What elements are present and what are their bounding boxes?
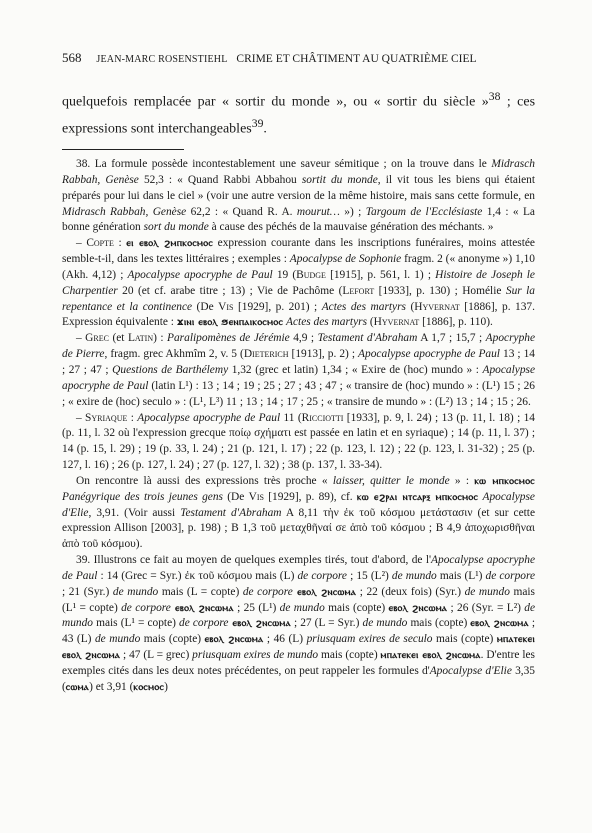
text-span: mais (L¹ = copte) bbox=[62, 585, 535, 614]
text-span: , il vit tous les biens qui étaient préparés pour lui dans le ciel » (voir une autre version de la même histoire, mais sans cette formule, en bbox=[62, 173, 536, 202]
text-span: Copte bbox=[86, 237, 114, 250]
text-span: ; 22 (deux fois) (Syr.) bbox=[356, 585, 465, 598]
footnote-39 bbox=[62, 553, 535, 696]
text-span: ⲉⲃⲟⲗ ϩⲛⲥⲱⲙⲁ bbox=[204, 634, 264, 646]
text-span: Actes des martyrs bbox=[286, 316, 368, 329]
text-span: 1,32 (grec et latin) 1,34 ; « Exire de (hoc) mundo » : bbox=[228, 363, 483, 376]
footnote-38-syriaque bbox=[62, 411, 535, 474]
footnote-separator bbox=[62, 149, 184, 150]
text-span: Lefort bbox=[342, 284, 375, 297]
text-span: ⲕⲱ ⲙⲡⲕⲟⲥⲙⲟⲥ bbox=[474, 475, 535, 487]
text-span: ») ; bbox=[339, 205, 366, 218]
text-span: sortit du monde bbox=[301, 173, 378, 186]
text-span: ⲉⲃⲟⲗ ϩⲛⲥⲱⲙⲁ bbox=[170, 602, 234, 614]
text-span: ; 26 (Syr. = L²) bbox=[447, 601, 525, 614]
footnote-38 bbox=[62, 157, 535, 236]
text-span: mais (copte) bbox=[432, 633, 497, 646]
footnote-38-rencontre bbox=[62, 474, 535, 553]
footnote-38-grec bbox=[62, 331, 535, 410]
text-span: Apocalypse apocryphe de Paul bbox=[358, 348, 500, 361]
text-span: de mundo bbox=[391, 569, 437, 582]
text-span: [1886], p. 110). bbox=[419, 316, 493, 329]
text-span: Budge bbox=[296, 268, 326, 281]
text-span: ; 43 (L) bbox=[62, 617, 535, 646]
text-span: Apocalypse d'Elie bbox=[62, 490, 535, 519]
text-span: expression courante dans les inscriptions funéraires, moins attestée semble-t-il, dans les textes littéraires ; exemples : bbox=[62, 237, 535, 266]
text-span: – bbox=[76, 332, 86, 345]
text-span: ⲙⲡⲁⲧⲉⲕⲉⲓ ⲉⲃⲟⲗ ϩⲛⲥⲱⲙⲁ bbox=[62, 634, 535, 662]
text-span: On rencontre là aussi des expressions très proche « bbox=[76, 474, 333, 487]
footnote-ref-38[interactable]: 38 bbox=[488, 90, 501, 103]
text-span: priusquam exires de mundo bbox=[192, 649, 319, 662]
text-span: Apocalypse apocryphe de Paul bbox=[62, 554, 535, 582]
text-span: A 1,7 ; 15,7 ; bbox=[417, 332, 486, 345]
text-span: Actes des martyrs bbox=[321, 300, 406, 313]
text-span: Hyvernat bbox=[373, 316, 420, 329]
body-text bbox=[62, 86, 535, 139]
text-span: de mundo bbox=[94, 633, 141, 646]
text-span: Panégyrique des trois jeunes gens bbox=[62, 490, 223, 503]
text-span: mais (copte) bbox=[140, 633, 205, 646]
text-span: ; 15 (L²) bbox=[346, 569, 392, 582]
text-span: 11 ( bbox=[280, 411, 302, 424]
text-span: Histoire de Joseph le Charpentier bbox=[62, 268, 535, 297]
text-span: [1933], p. 130) ; Homélie bbox=[374, 284, 506, 297]
text-span: Apocalypse de Sophonie bbox=[289, 253, 402, 266]
text-span: de mundo bbox=[464, 585, 510, 598]
text-span: 3,35 ( bbox=[62, 665, 535, 693]
text-span: (latin L¹) : 13 ; 14 ; 19 ; 25 ; 27 ; 43 ; 47 ; « transire de (hoc) mundo » : (L¹) 15 ; 26 ; « exire de (hoc) seculo » : (L¹, L³) 11 ; 13 ; 14 ; 17 ; 25 ; « transire de mundo » : (L²) 13 ; 14 ; 15 ; 26. bbox=[62, 379, 535, 408]
text-span: mais (copte) bbox=[407, 617, 471, 630]
text-span: : 14 (Grec = Syr.) ἐκ τοῦ κόσμου mais (L) bbox=[97, 569, 298, 582]
text-span: Apocalypse apocryphe de Paul bbox=[62, 363, 536, 392]
running-title: CRIME ET CHÂTIMENT AU QUATRIÈME CIEL bbox=[236, 53, 477, 65]
text-span: ; 27 (L = Syr.) bbox=[290, 617, 363, 630]
text-span: ( bbox=[367, 316, 374, 329]
text-span: Paralipomènes de Jérémie bbox=[167, 332, 290, 345]
text-span: [1915], p. 561, l. 1) ; bbox=[325, 268, 436, 281]
text-span: [1913], p. 2) ; bbox=[288, 348, 359, 361]
text-span: Apocryphe de Pierre bbox=[62, 332, 536, 361]
text-span: ⲉⲃⲟⲗ ϩⲛⲥⲱⲙⲁ bbox=[470, 618, 529, 630]
text-span: [1933], p. 9, l. 24) ; 13 (p. 11, l. 18) ; 14 (p. 11, l. 32 où l'expression grecque ποίῳ σχήματι est passée en latin et en syriaque) ; 14 (p. 11, l. 37) ; 14 (p. 15, l. 29) ; 19 (p. 33, l. 24) ; 21 (p. 121, l. 17) ; 22 (p. 123, l. 12) ; 22 (p. 123, l. 31-32) ; 25 (p. 127, l. 16) ; 26 (p. 127, l. 24) ; 27 (p. 127, l. 32) ; 38 (p. 137, l. 33-34). bbox=[62, 411, 535, 472]
text-span: de mundo bbox=[362, 617, 408, 630]
page-number: 568 bbox=[62, 50, 82, 65]
text-span: de corpore bbox=[485, 569, 536, 582]
text-span: 62,2 : « Quand R. A. bbox=[186, 205, 297, 218]
text-span: ; 46 (L) bbox=[263, 633, 307, 646]
text-span: ϫⲓⲛⲓ ⲉⲃⲟⲗ ϧⲉⲛⲡⲁⲓⲕⲟⲥⲙⲟⲥ bbox=[176, 317, 284, 329]
body-paragraph bbox=[62, 86, 535, 139]
text-span: Vis bbox=[248, 490, 264, 503]
text-span: Grec bbox=[85, 332, 109, 345]
text-span: (et bbox=[108, 332, 128, 345]
text-span: ; 47 (L = grec) bbox=[120, 649, 193, 662]
text-span: » : bbox=[449, 474, 475, 487]
text-span: Apocalypse d'Elie bbox=[429, 665, 512, 677]
text-span: ) bbox=[164, 680, 168, 693]
text-span: ) et 3,91 ( bbox=[89, 680, 134, 693]
text-span: : bbox=[127, 411, 138, 424]
text-span: Dieterich bbox=[243, 348, 289, 361]
text-span: de mundo bbox=[62, 601, 536, 630]
text-span: ) : bbox=[153, 332, 168, 345]
text-span: , 3,91. (Voir aussi bbox=[88, 506, 181, 519]
text-span: mais (L¹) bbox=[436, 569, 486, 582]
text-span: Midrasch Rabbah, Genèse bbox=[62, 205, 187, 218]
text-span: 20 (et cf. arabe titre ; 13) ; Vie de Pachôme ( bbox=[117, 284, 343, 297]
text-span: Testament d'Abraham bbox=[317, 332, 418, 345]
text-span: Apocalypse apocryphe de Paul bbox=[137, 411, 281, 424]
text-span: à cause des péchés de la mauvaise génération des méchants. » bbox=[208, 221, 494, 234]
text-span: quelquefois remplacée par « sortir du monde », ou « sortir du siècle » bbox=[62, 94, 489, 110]
text-span: de corpore bbox=[297, 569, 347, 582]
text-span: 39. Illustrons ce fait au moyen de quelques exemples tirés, tout d'abord, de l' bbox=[76, 554, 432, 567]
running-author: JEAN-MARC ROSENSTIEHL bbox=[96, 54, 228, 65]
text-span: ⲕⲟⲥⲙⲟⲥ bbox=[133, 681, 165, 693]
text-span: priusquam exires de seculo bbox=[306, 633, 433, 646]
text-span: . D'entre les exemples cités dans les deux notes précédentes, on peut rappeler les formules d' bbox=[62, 649, 535, 677]
text-span: de corpore bbox=[179, 617, 229, 630]
text-span: (De bbox=[222, 490, 249, 503]
running-header bbox=[62, 50, 542, 66]
text-span: laisser, quitter le monde bbox=[332, 474, 450, 487]
footnote-38-copte bbox=[62, 236, 535, 331]
text-span: mais (copte) bbox=[318, 649, 381, 662]
text-span: Targoum de l'Ecclésiaste bbox=[365, 205, 483, 218]
text-span: Apocalypse apocryphe de Paul bbox=[127, 268, 273, 281]
text-span: Midrasch Rabbah, Genèse bbox=[62, 158, 535, 186]
text-span: sort du monde bbox=[143, 221, 209, 234]
text-span: mais (L¹ = copte) bbox=[93, 617, 179, 630]
text-span: Hyvernat bbox=[414, 300, 460, 313]
text-span: A 8,11 τὴν ἐκ τοῦ κόσμου μετάστασιν (et sur cette expression Allison [2003], p. 198) ; B 1,3 τοῦ μεταχθῆναί σε ἀπὸ τοῦ κόσμου ; B 4,9 ἀποχωρισθῆναι ἀπὸ τοῦ κόσμου). bbox=[62, 506, 536, 551]
footnotes bbox=[62, 157, 535, 696]
text-span: fragm. 2 (« anonyme ») 1,10 (Akh. 4,12) ; bbox=[62, 253, 535, 281]
text-span: . bbox=[263, 121, 267, 137]
text-span: ⲥⲱⲙⲁ bbox=[65, 681, 90, 693]
text-span: 52,3 : « Quand Rabbi Abbahou bbox=[138, 173, 302, 186]
text-span: ; ces expressions sont interchangeables bbox=[62, 94, 536, 137]
text-span: [1886], p. 137. Expression équivalente : bbox=[62, 300, 535, 329]
footnote-ref-39[interactable]: 39 bbox=[251, 116, 264, 130]
text-span: Sur la repentance et la continence bbox=[62, 284, 535, 313]
text-span: ⲉⲓ ⲉⲃⲟⲗ ϩⲙⲡⲕⲟⲥⲙⲟⲥ bbox=[126, 238, 214, 250]
text-span: ⲙⲡⲁⲧⲉⲕⲉⲓ ⲉⲃⲟⲗ ϩⲛⲥⲱⲙⲁ bbox=[380, 650, 481, 662]
text-span: mourut… bbox=[296, 205, 340, 218]
text-span: mais (copte) bbox=[324, 601, 389, 614]
text-span: – bbox=[76, 411, 86, 424]
text-span: 38. La formule possède incontestablement une saveur sémitique ; on la trouve dans le bbox=[76, 158, 492, 170]
text-span: de corpore bbox=[242, 585, 293, 598]
text-span: (De bbox=[192, 300, 219, 313]
text-span: : bbox=[113, 237, 127, 250]
text-span: , fragm. grec Akhmîm 2, v. 5 ( bbox=[104, 348, 244, 361]
text-span: ⲉⲃⲟⲗ ϩⲛⲥⲱⲙⲁ bbox=[292, 586, 357, 598]
text-span: Ricciotti bbox=[301, 411, 344, 424]
text-span: [1929], p. 89), cf. bbox=[263, 490, 357, 503]
text-span: de mundo bbox=[279, 601, 325, 614]
text-span: de mundo bbox=[112, 585, 159, 598]
text-span: de corpore bbox=[121, 601, 171, 614]
text-span: ⲉⲃⲟⲗ ϩⲛⲥⲱⲙⲁ bbox=[388, 602, 448, 614]
text-span: Latin bbox=[127, 332, 154, 345]
text-span: ; 25 (L¹) bbox=[233, 601, 280, 614]
text-span: ; 21 (Syr.) bbox=[62, 585, 113, 598]
text-span: 19 ( bbox=[272, 268, 297, 281]
text-span: mais (L = copte) bbox=[158, 585, 243, 598]
text-span: ( bbox=[405, 300, 415, 313]
text-span: 13 ; 14 ; 27 ; 47 ; bbox=[62, 348, 535, 376]
text-span: ⲉⲃⲟⲗ ϩⲛⲥⲱⲙⲁ bbox=[228, 618, 291, 630]
text-span: ⲕⲱ ⲉϩⲣⲁⲓ ⲛⲧⲥⲁⲣⲝ ⲙⲡⲕⲟⲥⲙⲟⲥ bbox=[356, 491, 479, 503]
text-span: 1,4 : « La bonne génération bbox=[62, 205, 535, 234]
text-span: [1929], p. 201) ; bbox=[233, 300, 322, 313]
text-span: Questions de Barthélemy bbox=[112, 363, 229, 376]
text-span: Testament d'Abraham bbox=[180, 506, 282, 519]
text-span: 4,9 ; bbox=[289, 332, 318, 345]
text-span: – bbox=[76, 237, 87, 250]
text-span: Vis bbox=[218, 300, 234, 313]
text-span: Syriaque bbox=[85, 411, 128, 424]
